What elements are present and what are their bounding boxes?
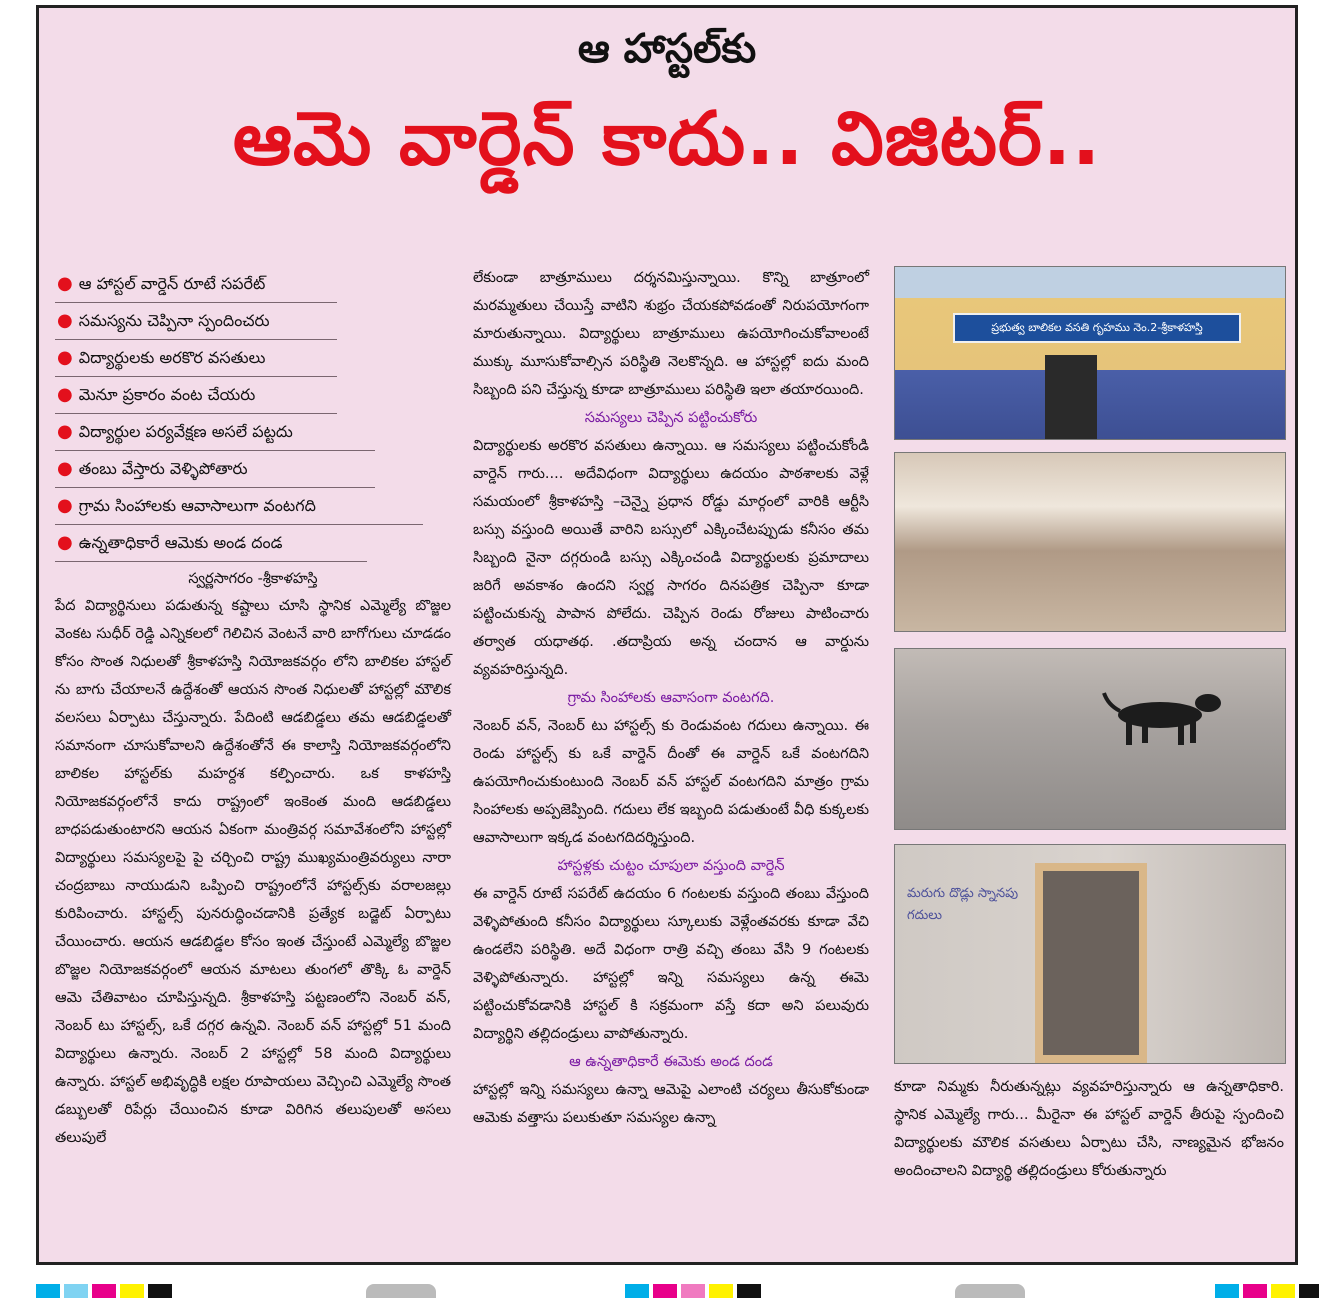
column-1 [55,266,451,1152]
registration-mark [955,1284,1025,1298]
dateline: స్వర్ణసాగరం -శ్రీకాళహస్తి [188,571,318,587]
article-paragraph: లేకుండా బాత్రూములు దర్శనమిస్తున్నాయి. కొన్ని బాత్రూంలో మరమ్మతులు చేయిస్తే వాటిని శుభ్రం చేయకపోవడంతో నిరుపయోగంగా మారుతున్నాయి. విద్యార్థులు బాత్రూములు ఉపయోగించుకోవాలంటే ముక్కు మూసుకోవాల్సిన పరిస్థితి నెలకొన్నది. ఆ హాస్టల్లో ఐదు మంది సిబ్బంది పని చేస్తున్న కూడా బాత్రూములు పరిస్థితి ఇలా తయారయింది. [473,270,869,398]
article-paragraph: హాస్టల్లో ఇన్ని సమస్యలు ఉన్నా ఆమెపై ఎలాంటి చర్యలు తీసుకోకుండా ఆమెకు వత్తాసు పలుకుతూ సమస్యల ఉన్నా [473,1082,869,1126]
wall-writing: మరుగు దొడ్లు స్నానపు గదులు [907,886,1019,923]
highlight-item: ● విద్యార్థులకు అరకొర వసతులు [55,340,337,377]
column-3 [894,1073,1284,1185]
bullet-icon: ● [57,421,73,442]
newspaper-clipping [36,5,1298,1265]
door-frame [1035,863,1147,1063]
highlight-item: ● తంబు వేస్తారు వెళ్ళిపోతారు [55,451,375,488]
article-paragraph: విద్యార్థులకు అరకొర వసతులు ఉన్నాయి. ఆ సమస్యలు పట్టించుకోండి వార్డెన్ గారు.... అదేవిధంగా విద్యార్థులు ఉదయం పాఠశాలకు వెళ్లే సమయంలో శ్రీకాళహస్తి –చెన్నై ప్రధాన రోడ్డు మార్గంలో వారికి ఆర్టీసి బస్సు వస్తుంది అయితే వారిని బస్సులో ఎక్కించేటప్పుడు కనీసం తమ సిబ్బంది నైనా దగ్గరుండి బస్సు ఎక్కించండి విద్యార్థులకు ప్రమాదాలు జరిగే అవకాశం ఉందని స్వర్ణ సాగరం దినపత్రిక చెప్పినా కూడా పట్టించుకున్న పాపాన పోలేదు. చెప్పిన రెండు రోజులు పాటించారు తర్వాత యధాతథ. .తదాప్రియ అన్న చందాన ఆ వార్డును వ్యవహరిస్తున్నది. [473,438,869,678]
highlight-item: ● గ్రామ సింహాలకు ఆవాసాలుగా వంటగది [55,488,423,525]
highlight-item: ● విద్యార్థుల పర్యవేక్షణ అసలే పట్టదు [55,414,375,451]
registration-bar-center [625,1284,775,1298]
photo-bathroom-door [894,844,1286,1064]
subheading: గ్రామ సింహాలకు ఆవాసంగా వంటగది. [567,690,775,706]
highlight-item: ● ఆ హాస్టల్ వార్డెన్ రూటే సపరేట్ [55,266,337,303]
photo-empty-room [894,452,1286,632]
registration-bar-left [36,1284,186,1298]
article-paragraph: ఈ వార్డెన్ రూటే సపరేట్ ఉదయం 6 గంటలకు వస్తుంది తంబు వేస్తుంది వెళ్ళిపోతుంది కనీసం విద్యార్థులు స్కూలుకు వెళ్లేంతవరకు కూడా వేచి ఉండలేని పరిస్థితి. అదే విధంగా రాత్రి వచ్చి తంబు వేసి 9 గంటలకు వెళ్ళిపోతున్నారు. హాస్టల్లో ఇన్ని సమస్యలు ఉన్న ఈమె పట్టించుకోవడానికి హాస్టల్ కి సక్రమంగా వస్తే కదా అని పలువురు విద్యార్థిని తల్లిదండ్రులు వాపోతున్నారు. [473,886,869,1042]
bullet-icon: ● [57,384,73,405]
bullet-icon: ● [57,347,73,368]
highlights-list [55,266,451,562]
article-paragraph: కూడా నిమ్మకు నీరుతున్నట్లు వ్యవహరిస్తున్నారు ఆ ఉన్నతాధికారి. స్థానిక ఎమ్మెల్యే గారు... మీరైనా ఈ హాస్టల్ వార్డెన్ తీరుపై స్పందించి విద్యార్థులకు మౌలిక వసతులు ఏర్పాటు చేసి, నాణ్యమైన భోజనం అందించాలని విద్యార్థి తల్లిదండ్రులు కోరుతున్నారు [894,1079,1284,1179]
doorway [1045,355,1097,439]
subheading: ఆ ఉన్నతాధికారే ఈమెకు అండ దండ [569,1054,773,1070]
highlight-item: ● మెనూ ప్రకారం వంట చేయరు [55,377,337,414]
bullet-icon: ● [57,273,73,294]
hostel-signboard: ప్రభుత్వ బాలికల వసతి గృహము నెం.2-శ్రీకాళహస్తి [953,313,1241,343]
kicker: ఆ హాస్టల్‌కు [577,26,757,72]
subheading: హాస్టళ్లకు చుట్టం చూపులా వస్తుంది వార్డెన్ [557,858,785,874]
highlight-item: ● సమస్యను చెప్పినా స్పందించరు [55,303,337,340]
highlight-item: ● ఉన్నతాధికారే ఆమెకు అండ దండ [55,525,367,562]
registration-mark [366,1284,436,1298]
bullet-icon: ● [57,310,73,331]
registration-bar-right [1215,1284,1319,1298]
bullet-icon: ● [57,495,73,516]
headline: ఆమె వార్డెన్ కాదు.. విజిటర్.. [232,96,1102,182]
article-paragraph: పేద విద్యార్థినులు పడుతున్న కష్టాలు చూసి స్థానిక ఎమ్మెల్యే బొజ్జల వెంకట సుధీర్ రెడ్డి ఎన్నికలలో గెలిచిన వెంటనే వారి బాగోగులు చూడడం కోసం సొంత నిధులతో శ్రీకాళహస్తి నియోజకవర్గం లోని బాలికల హాస్టల్ ను బాగు చేయాలనే ఉద్దేశంతో ఆయన సొంత నిధులతో హాస్టల్లో మౌలిక వలసలు ఏర్పాటు చేస్తున్నారు. పేదింటి ఆడబిడ్డలు తమ ఆడబిడ్డలతో సమానంగా చూసుకోవాలని ఉద్దేశంతోనే ఈ కాలాస్తి నియోజకవర్గంలోని బాలికల హాస్టల్‌కు మహర్దశ కల్పించారు. ఒక కాళహస్తి నియోజకవర్గంలోనే కాదు రాష్ట్రంలో ఇంకెంత మంది ఆడబిడ్డలు బాధపడుతుంటారని ఆయన ఏకంగా మంత్రివర్గ సమావేశంలోని హాస్టల్లో విద్యార్థులు సమస్యలపై పై చర్చించి రాష్ట్ర ముఖ్యమంత్రివర్యులు నారా చంద్రబాబు నాయుడుని ఒప్పించి రాష్ట్రంలోనే హాస్టల్స్‌కు వరాలజల్లు కురిపించారు. హాస్టల్స్ పునరుద్ధించడానికి ప్రత్యేక బడ్జెట్ ఏర్పాటు చేయించారు. ఆయన ఆడబిడ్డల కోసం ఇంత చేస్తుంటే ఎమ్మెల్యే బొజ్జల బొజ్జల నియోజకవర్గంలో ఆయన మాటలు తుంగలో తొక్కి ఓ వార్డెన్ ఆమె చేతివాటం చూపిస్తున్నది. శ్రీకాళహస్తి పట్టణంలోని నెంబర్ వన్, నెంబర్ టు హాస్టల్స్, ఒకే దగ్గర ఉన్నవి. నెంబర్ వన్ హాస్టల్లో 51 మంది విద్యార్థులు ఉన్నారు. నెంబర్ 2 హాస్టల్లో 58 మంది విద్యార్థులు ఉన్నారు. హాస్టల్ అభివృద్ధికి లక్షల రూపాయలు వెచ్చించి ఎమ్మెల్యే సొంత డబ్బులతో రిపేర్లు చేయించిన కూడా విరిగిన తలుపులతో అసలు తలుపులే [55,598,451,1146]
photo-dog-in-kitchen [894,648,1286,830]
photo-hostel-building [894,266,1286,440]
bullet-icon: ● [57,532,73,553]
bullet-icon: ● [57,458,73,479]
subheading: సమస్యలు చెప్పిన పట్టించుకోరు [584,410,758,426]
article-paragraph: నెంబర్ వన్, నెంబర్ టు హాస్టల్స్ కు రెండువంట గదులు ఉన్నాయి. ఈ రెండు హాస్టల్స్ కు ఒకే వార్డెన్ దీంతో ఈ వార్డెన్ ఒకే వంటగదిని ఉపయోగించుకుంటుంది నెంబర్ వన్ హాస్టల్ వంటగదిని మాత్రం గ్రామ సింహాలకు అప్పజెప్పింది. గదులు లేక ఇబ్బంది పడుతుంటే వీధి కుక్కలకు ఆవాసాలుగా ఇక్కడ వంటగదిదర్శిస్తుంది. [473,718,869,846]
column-2 [473,264,869,1132]
dog-icon [1090,689,1230,749]
